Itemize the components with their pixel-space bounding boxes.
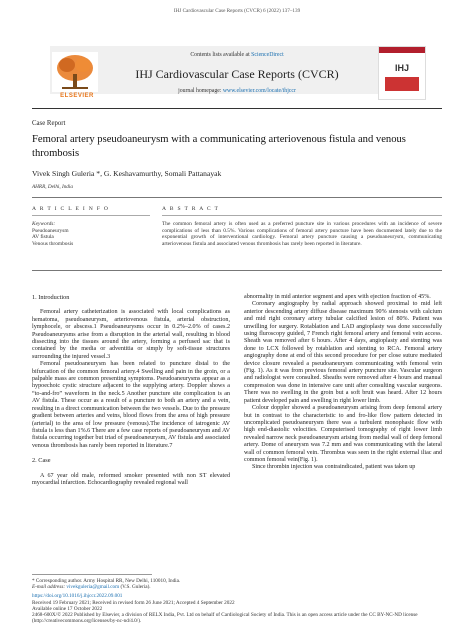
cover-top-band bbox=[379, 47, 425, 53]
email-line bbox=[32, 584, 442, 590]
abstract-label: A B S T R A C T bbox=[162, 206, 220, 212]
sciencedirect-link[interactable]: ScienceDirect bbox=[251, 52, 284, 58]
copyright-notice: 2468-600X/© 2022 Published by Elsevier, a division of RELX India, Pvt. Ltd on behalf of Cardiological Society of India. This is an open access article under the CC BY-NC-ND license (http://creativecommons.org/licenses/by-nc-nd/4.0/). bbox=[32, 612, 418, 625]
cover-red-block bbox=[385, 77, 419, 91]
intro-heading: 1. Introduction bbox=[32, 294, 70, 301]
author-list: Vivek Singh Guleria *, G. Keshavamurthy, Somali Pattanayak bbox=[32, 169, 222, 178]
abstract-underline bbox=[162, 215, 442, 216]
keywords-label: Keywords: bbox=[32, 221, 56, 227]
right-paragraph-2: Coronary angiography by radial approach showed proximal to mid left anterior descending artery diffuse disease maximum 90% stenosis with calcium and mid right coronary artery tubular calcified lesion of 80%. Patient was unwilling for surgery. Rotablation and LAD angioplasty was done successfully using fluroscopy guided, 7 French right femoral artery and femoral vein access. Sheath was removed after 6 hours. After 4 days, angioplasty and stenting was done to LCX followed by rotablation and stenting to RCA. Femoral artery angiography done at end of this second procedure for per close suture mediated device closure revealed a pseudoaneurysm communicating with femoral vein (Fig. 1). As it was from previous femoral artery puncture site. Vascular surgeon and radiologist were consulted. Sheaths were removed after 4 hours and manual compression was done in intensive care unit after consulting vascular surgeons. There was no swelling in the groin but a soft bruit was heard. After 12 hours patient developed pain and swelling in right lower limb. bbox=[244, 301, 442, 404]
article-type: Case Report bbox=[32, 120, 66, 127]
footnote-divider bbox=[32, 574, 152, 575]
cover-label: IHJ bbox=[394, 63, 409, 73]
right-column bbox=[244, 294, 442, 472]
case-paragraph-1: A 67 year old male, reformed smoker presented with non ST elevated myocardial infarction. Echocardiography revealed regional wall bbox=[32, 472, 230, 486]
article-title: Femoral artery pseudoaneurysm with a communicating arteriovenous fistula and venous thrombosis bbox=[32, 134, 406, 159]
right-paragraph-3: Colour doppler showed a pseudoaneurysm arising from deep femoral artery but in contrast to the characteristic to and fro-like flow pattern detected in uncomplicated pseudoaneurysm there was a turbulent monophasic flow with high end-diastolic velocities. Computerised tomography of right lower limb revealed narrow neck pseudoaneurysm arising from medial wall of deep femoral artery. Dome of aneurysm was 7.2 mm and was communicating with the lateral wall of common femoral vein. Thrombus was seen in the right external iliac and common femoral vein(Fig. 1). bbox=[244, 405, 442, 463]
email-label: E-mail address: bbox=[32, 584, 67, 591]
intro-paragraph-1: Femoral artery catheterization is associated with local complications as hematoma, pseudoaneurysm, arteriovenous fistula, arterial obstruction, lymphocele, or abscess.1 Pseudoaneurysms occur in 0.2%–2.0% of cases.2 Pseudoaneurysms arise from a disruption in the arterial wall, resulting in blood dissecting into the tissues around the artery, forming a perfused sac that is contained by the media or adventitia or simply by soft-tissue structures surrounding the injured vessel.3 bbox=[32, 309, 230, 360]
keyword-item: Venous thrombosis bbox=[32, 240, 74, 247]
right-paragraph-4: Since thrombin injection was contraindicated, patient was taken up bbox=[252, 464, 416, 471]
received-dates: Received 19 February 2021; Received in revised form 26 June 2021; Accepted 4 September 2022 bbox=[32, 599, 235, 606]
keyword-item: Pseudoaneurysm bbox=[32, 227, 69, 234]
journal-title: IHJ Cardiovascular Case Reports (CVCR) bbox=[135, 67, 339, 81]
header-divider bbox=[32, 108, 442, 109]
abstract-text: The common femoral artery is often used as a preferred puncture site in various procedures with an incidence of severe complications of less than 0.5%. Various complications of femoral artery puncture have been documented lately due to the exponential growth of interventional cardiology. Femoral artery puncture causing a pseudoaneurysm, communicating arteriovenous fistula and associated venous thrombosis has rarely been reported in literature. bbox=[162, 221, 442, 247]
email-suffix: (V.S. Guleria). bbox=[119, 584, 151, 591]
info-divider bbox=[32, 197, 442, 198]
article-info-underline bbox=[32, 215, 150, 216]
right-paragraph-1: abnormality in mid anterior segment and apex with ejection fraction of 45%. bbox=[244, 294, 431, 300]
affiliation: AHRR, Delhi, India bbox=[32, 184, 73, 190]
email-link[interactable]: vivekguleria@gmail.com bbox=[66, 584, 120, 591]
online-date: Available online 17 October 2022 bbox=[32, 605, 103, 612]
abstract-divider bbox=[32, 270, 442, 271]
left-column bbox=[32, 294, 230, 487]
article-info-label: A R T I C L E I N F O bbox=[32, 206, 110, 212]
journal-cover-image bbox=[378, 46, 426, 100]
footnotes bbox=[32, 578, 442, 624]
publisher-name: ELSEVIER bbox=[60, 93, 94, 99]
doi-link[interactable]: https://doi.org/10.1016/j.ihjccr.2022.09.001 bbox=[32, 593, 123, 600]
keyword-item: AV fistula bbox=[32, 234, 54, 241]
contents-prefix: Contents lists available at bbox=[190, 52, 252, 58]
homepage-line bbox=[100, 88, 374, 94]
running-header: IHJ Cardiovascular Case Reports (CVCR) 6 (2022) 137–139 bbox=[173, 8, 301, 14]
journal-homepage-link[interactable]: www.elsevier.com/locate/ihjccr bbox=[222, 88, 296, 94]
keywords-block bbox=[32, 221, 73, 247]
corresponding-author-note: * Corresponding author. Army Hospital RR, New Delhi, 110010, India. bbox=[32, 578, 181, 584]
elsevier-tree-logo-icon bbox=[52, 52, 98, 92]
contents-line bbox=[100, 52, 374, 58]
intro-paragraph-2: Femoral pseudoaneurysm has been related to puncture distal to the bifurcation of the common femoral artery.4 Swelling and pain in the groin, or a palpable mass are common presenting symptoms. Pseudoaneurysms appear as a hypoechoic cystic structure adjacent to the supplying artery. Doppler shows a “to-and-fro” waveform in the neck.5 Another puncture site complication is an AV fistula. These occur as a result of a puncture to both an artery and a vein, resulting in a direct communication between the two vessels. Due to the pressure gradient between arteries and veins, blood flows from the area of high pressure (arterial) to the area of low pressure (venous).The incidence of iatrogenic AV fistula is less than 1%.6 There are a few case reports of pseudoaneurysm and AV fistula occurring together but triad of pseudoaneurysm, AV fistula and associated venous thrombosis has rarely been reported in literature.7 bbox=[32, 361, 230, 449]
case-heading: 2. Case bbox=[32, 457, 51, 465]
homepage-prefix: journal homepage: bbox=[178, 88, 223, 94]
